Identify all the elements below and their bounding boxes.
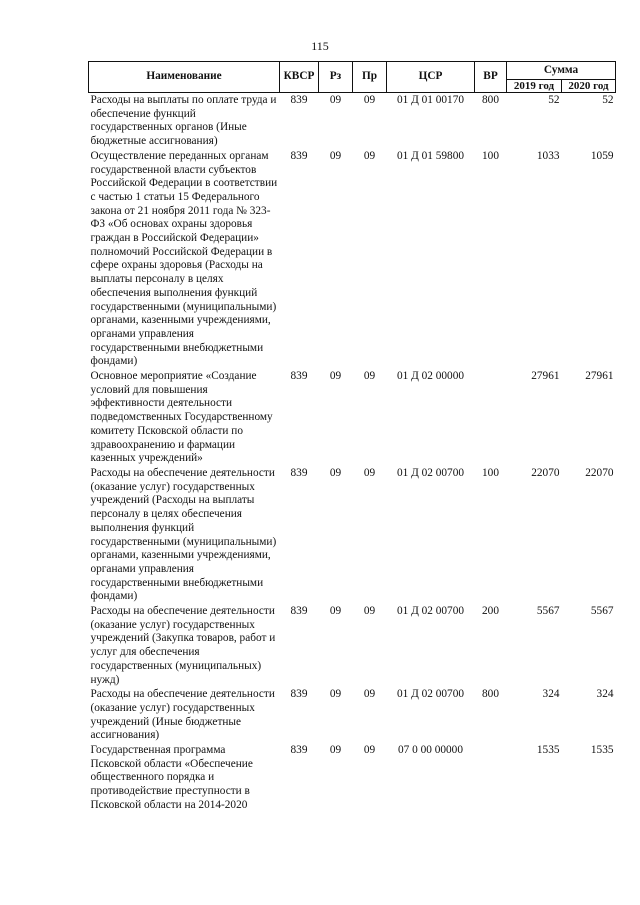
cell-vr: 100 [482, 149, 499, 162]
cell-kvsr: 839 [290, 744, 308, 757]
header-row [89, 62, 616, 80]
cell-name: Расходы на обеспечение деятельности (оказание услуг) государственных учреждений (Закупка товаров, работ и услуг для обеспечения государственных (муниципальных) нужд) [90, 605, 276, 686]
cell-rz: 09 [329, 149, 342, 162]
cell-2020: 52 [602, 94, 614, 106]
cell-2020: 5567 [590, 605, 614, 618]
cell-name: Расходы на выплаты по оплате труда и обеспечение функций государственных органов (Иные бюджетные ассигнования) [90, 94, 277, 148]
cell-2019: 324 [542, 688, 560, 701]
cell-pr: 09 [363, 149, 376, 162]
cell-name: Осуществление переданных органам государственной власти субъектов Российской Федерации в соответствии с частью 1 статьи 15 Федерального закона от 21 ноября 2011 года № 323-ФЗ «Об основах охраны здоровья граждан в Российской Федерации» полномочий Российской Федерации в сфере охраны здоровья (Расходы на выплаты персоналу в целях обеспечения выполнения функций государственными (муниципальными) органами, казенными учреждениями, органами управления государственными внебюджетными фондами) [90, 149, 278, 368]
cell-pr: 09 [363, 744, 376, 757]
cell-kvsr: 839 [290, 370, 308, 383]
table-row [89, 687, 616, 743]
cell-rz: 09 [329, 94, 342, 106]
cell-2020: 324 [596, 688, 614, 701]
cell-2019: 5567 [536, 605, 560, 618]
cell-kvsr: 839 [290, 94, 308, 106]
cell-2019: 52 [548, 94, 560, 106]
cell-name: Основное мероприятие «Создание условий для повышения эффективности деятельности подведомственных Государственному комитету Псковской области по здравоохранению и фармации казенных учреждений» [90, 370, 273, 465]
budget-table [88, 61, 616, 813]
col-header-name: Наименование [89, 62, 280, 93]
col-header-2020: 2020 год [562, 80, 616, 93]
table-row [89, 93, 616, 149]
cell-kvsr: 839 [290, 466, 308, 479]
cell-csr: 01 Д 02 00700 [396, 605, 464, 618]
col-header-rz: Рз [319, 62, 353, 93]
cell-csr: 01 Д 01 00170 [396, 94, 464, 106]
col-header-2019: 2019 год [507, 80, 562, 93]
cell-2019: 1535 [536, 744, 560, 757]
cell-name: Расходы на обеспечение деятельности (оказание услуг) государственных учреждений (Расходы на выплаты персоналу в целях обеспечения выполнения функций государственными (муниципальными) органами, казенными учреждениями, органами управления государственными внебюджетными фондами) [90, 466, 277, 603]
cell-vr [475, 369, 507, 466]
cell-vr: 800 [482, 688, 499, 701]
cell-vr: 200 [482, 605, 499, 618]
cell-vr: 800 [482, 94, 499, 106]
col-header-sum: Сумма [507, 62, 616, 80]
table-row [89, 149, 616, 369]
cell-pr: 09 [363, 370, 376, 383]
cell-csr: 01 Д 02 00700 [396, 466, 464, 479]
cell-kvsr: 839 [290, 605, 308, 618]
cell-rz: 09 [329, 466, 342, 479]
cell-rz: 09 [329, 744, 342, 757]
cell-2020: 1535 [590, 744, 614, 757]
cell-rz: 09 [329, 605, 342, 618]
col-header-pr: Пр [353, 62, 387, 93]
table-row [89, 604, 616, 687]
col-header-csr: ЦСР [387, 62, 475, 93]
cell-pr: 09 [363, 605, 376, 618]
cell-csr: 01 Д 01 59800 [396, 149, 464, 162]
cell-vr [475, 743, 507, 813]
cell-2020: 27961 [585, 370, 614, 383]
table-body [89, 93, 616, 813]
cell-2019: 27961 [531, 370, 560, 383]
cell-kvsr: 839 [290, 149, 308, 162]
cell-csr: 07 0 00 00000 [398, 744, 463, 757]
cell-csr: 01 Д 02 00700 [396, 688, 464, 701]
cell-2020: 1059 [590, 149, 614, 162]
cell-pr: 09 [363, 688, 376, 701]
col-header-kvsr: КВСР [280, 62, 319, 93]
cell-csr: 01 Д 02 00000 [396, 370, 464, 383]
page-number: 115 [311, 39, 329, 53]
table-row [89, 369, 616, 466]
cell-2019: 1033 [536, 149, 560, 162]
cell-vr: 100 [482, 466, 499, 479]
col-header-vr: ВР [475, 62, 507, 93]
cell-2020: 22070 [585, 466, 614, 479]
cell-name: Расходы на обеспечение деятельности (оказание услуг) государственных учреждений (Иные бюджетные ассигнования) [90, 688, 275, 742]
cell-name: Государственная программа Псковской области «Обеспечение общественного порядка и противодействие преступности в Псковской области на 2014-2020 [90, 744, 253, 811]
cell-pr: 09 [363, 466, 376, 479]
cell-pr: 09 [363, 94, 376, 106]
table-row [89, 743, 616, 813]
table-row [89, 466, 616, 604]
cell-kvsr: 839 [290, 688, 308, 701]
cell-2019: 22070 [531, 466, 560, 479]
cell-rz: 09 [329, 688, 342, 701]
cell-rz: 09 [329, 370, 342, 383]
